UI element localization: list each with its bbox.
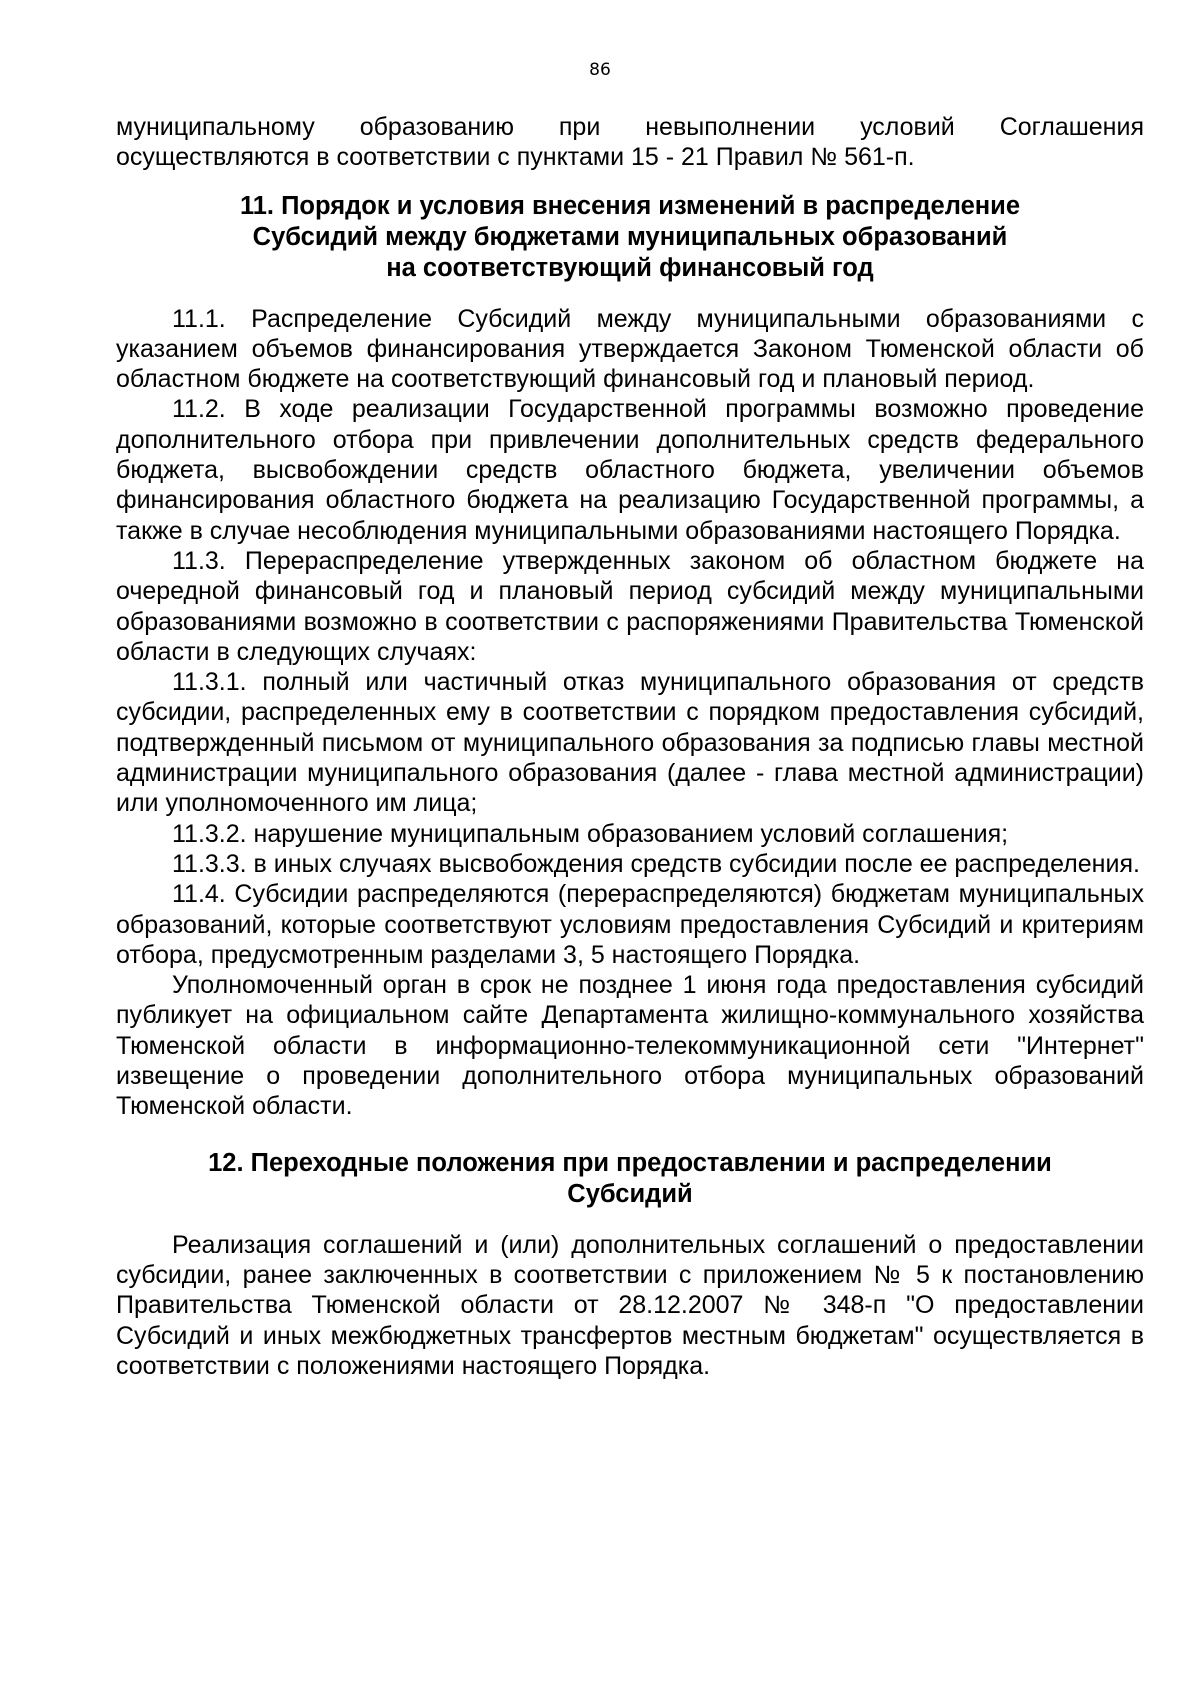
heading-line: 12. Переходные положения при предоставлении и распределении bbox=[208, 1148, 1052, 1177]
paragraph-11-3-2: 11.3.2. нарушение муниципальным образованием условий соглашения; bbox=[172, 819, 1009, 848]
section-12-heading bbox=[116, 1148, 1144, 1210]
paragraph-11-4: 11.4. Субсидии распределяются (перераспределяются) бюджетам муниципальных образований, которые соответствуют условиям предоставления Субсидий и критериям отбора, предусмотренным разделами 3, 5 настоящего Порядка. bbox=[116, 880, 1144, 969]
paragraph-11-3-3: 11.3.3. в иных случаях высвобождения средств субсидии после ее распределения. bbox=[172, 849, 1140, 878]
paragraph-11-2: 11.2. В ходе реализации Государственной программы возможно проведение дополнительного отбора при привлечении дополнительных средств федерального бюджета, высвобождении средств областного бюджета, увеличении объемов финансирования областного бюджета на реализацию Государственной программы, а также в случае несоблюдения муниципальными образованиями настоящего Порядка. bbox=[116, 395, 1144, 545]
paragraph-12: Реализация соглашений и (или) дополнительных соглашений о предоставлении субсидии, ранее заключенных в соответствии с приложением № 5 к постановлению Правительства Тюменской области от 28.12.2007 № 348-п "О предоставлении Субсидий и иных межбюджетных трансфертов местным бюджетам" осуществляется в соответствии с положениями настоящего Порядка. bbox=[116, 1230, 1144, 1380]
page-number: 86 bbox=[589, 60, 611, 80]
spacer bbox=[116, 284, 1144, 304]
paragraph-11-1: 11.1. Распределение Субсидий между муниципальными образованиями с указанием объемов финансирования утверждается Законом Тюменской области об областном бюджете на соответствующий финансовый год и плановый период. bbox=[116, 304, 1144, 394]
paragraph-11-3: 11.3. Перераспределение утвержденных законом об областном бюджете на очередной финансовый год и плановый период субсидий между муниципальными образованиями возможно в соответствии с распоряжениями Правительства Тюменской области в следующих случаях: bbox=[116, 546, 1144, 666]
heading-line: 11. Порядок и условия внесения изменений в распределение bbox=[239, 191, 1021, 220]
document-body bbox=[116, 112, 1144, 1381]
heading-line: на соответствующий финансовый год bbox=[386, 253, 874, 282]
paragraph-authorized-body: Уполномоченный орган в срок не позднее 1 июня года предоставления субсидий публикует на официальном сайте Департамента жилищно-коммунального хозяйства Тюменской области в информационно-телекоммуникационной сети "Интернет" извещение о проведении дополнительного отбора муниципальных образований Тюменской области. bbox=[116, 971, 1144, 1121]
section-11-heading bbox=[116, 191, 1144, 284]
spacer bbox=[116, 173, 1144, 191]
heading-line: Субсидий bbox=[567, 1179, 693, 1208]
heading-line: Субсидий между бюджетами муниципальных образований bbox=[252, 222, 1008, 251]
spacer bbox=[116, 1122, 1144, 1148]
paragraph-11-3-1: 11.3.1. полный или частичный отказ муниципального образования от средств субсидии, распределенных ему в соответствии с порядком предоставления субсидий, подтвержденный письмом от муниципального образования за подписью главы местной администрации муниципального образования (далее - глава местной администрации) или уполномоченного им лица; bbox=[116, 668, 1144, 818]
continuation-paragraph: муниципальному образованию при невыполнении условий Соглашения осуществляются в соответствии с пунктами 15 - 21 Правил № 561-п. bbox=[116, 113, 1144, 172]
spacer bbox=[116, 1210, 1144, 1230]
